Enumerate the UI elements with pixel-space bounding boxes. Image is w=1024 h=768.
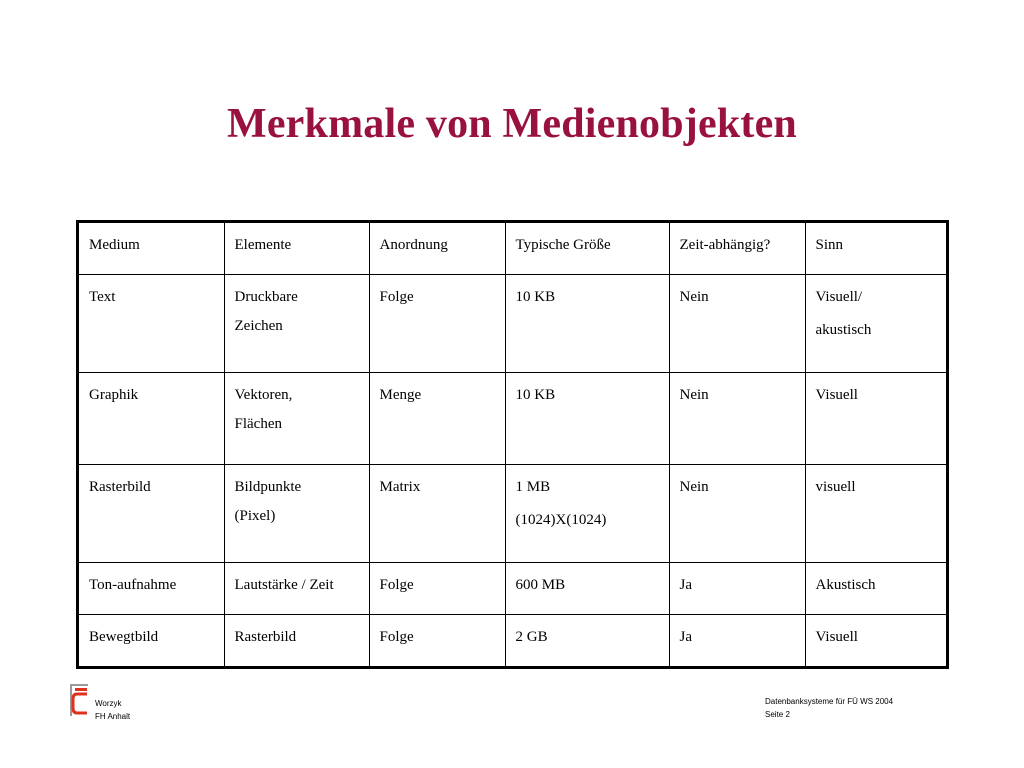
cell-sinn: [805, 562, 946, 614]
cell-line: Visuell/: [815, 289, 863, 306]
cell-anordnung: Menge: [369, 372, 505, 464]
cell-line: 10 KB: [515, 289, 556, 306]
header-cell-medium: Medium: [79, 223, 224, 275]
cell-sinn: [805, 464, 946, 562]
cell-zeit: Nein: [669, 464, 805, 562]
cell-elemente: [224, 614, 369, 666]
cell-line: visuell: [815, 478, 856, 495]
header-cell-elemente: Elemente: [224, 223, 369, 275]
table-row: [79, 464, 946, 562]
cell-anordnung: Folge: [369, 562, 505, 614]
cell-line: akustisch: [815, 322, 872, 339]
header-cell-anordnung: Anordnung: [369, 223, 505, 275]
footer-course: Datenbanksysteme für FÜ WS 2004: [765, 697, 894, 706]
table-header-row: [79, 223, 946, 275]
table-row: [79, 275, 946, 373]
cell-sinn: [805, 614, 946, 666]
cell-line: Visuell: [815, 386, 858, 403]
slide-title: Merkmale von Medienobjekten: [227, 101, 797, 147]
fh-anhalt-logo-icon: [68, 682, 90, 718]
cell-line: 10 KB: [515, 386, 556, 403]
cell-sinn: [805, 372, 946, 464]
cell-line: Flächen: [234, 415, 282, 432]
cell-elemente: [224, 464, 369, 562]
cell-line: Visuell: [815, 628, 858, 645]
table-row: [79, 562, 946, 614]
cell-anordnung: Folge: [369, 275, 505, 373]
cell-anordnung: Folge: [369, 614, 505, 666]
table-row: [79, 372, 946, 464]
cell-line: Vektoren,: [234, 386, 293, 403]
cell-groesse: [505, 275, 669, 373]
header-cell-zeit: Zeit-abhängig?: [669, 223, 805, 275]
cell-line: Druckbare: [234, 289, 298, 306]
header-cell-sinn: Sinn: [805, 223, 946, 275]
cell-groesse: [505, 562, 669, 614]
cell-line: (Pixel): [234, 507, 276, 524]
cell-medium: Rasterbild: [79, 464, 224, 562]
cell-sinn: [805, 275, 946, 373]
cell-groesse: [505, 464, 669, 562]
cell-line: Lautstärke / Zeit: [234, 576, 334, 593]
table-row: [79, 614, 946, 666]
cell-medium: Bewegtbild: [79, 614, 224, 666]
footer-left: [95, 697, 130, 723]
cell-elemente: [224, 562, 369, 614]
cell-line: Rasterbild: [234, 628, 297, 645]
cell-line: Akustisch: [815, 576, 876, 593]
logo-bar: [75, 688, 87, 691]
cell-groesse: [505, 372, 669, 464]
header-cell-groesse: Typische Größe: [505, 223, 669, 275]
footer-page-number: Seite 2: [765, 710, 790, 719]
cell-zeit: Ja: [669, 614, 805, 666]
cell-anordnung: Matrix: [369, 464, 505, 562]
cell-groesse: [505, 614, 669, 666]
cell-elemente: [224, 275, 369, 373]
cell-line: (1024)X(1024): [515, 511, 607, 528]
cell-medium: Text: [79, 275, 224, 373]
cell-medium: Ton-aufnahme: [79, 562, 224, 614]
cell-line: Bildpunkte: [234, 478, 302, 495]
cell-zeit: Nein: [669, 372, 805, 464]
footer-institution: FH Anhalt: [95, 712, 131, 721]
logo-shadow-top: [70, 684, 88, 686]
cell-line: 600 MB: [515, 576, 566, 593]
cell-medium: Graphik: [79, 372, 224, 464]
cell-line: 1 MB: [515, 478, 551, 495]
footer-right: [765, 695, 893, 721]
media-table: [79, 223, 946, 666]
cell-zeit: Ja: [669, 562, 805, 614]
cell-zeit: Nein: [669, 275, 805, 373]
media-properties-table: [76, 220, 949, 669]
cell-line: 2 GB: [515, 628, 548, 645]
cell-line: Zeichen: [234, 318, 283, 335]
footer-author: Worzyk: [95, 699, 122, 708]
cell-elemente: [224, 372, 369, 464]
logo-c-shape: [73, 694, 87, 713]
